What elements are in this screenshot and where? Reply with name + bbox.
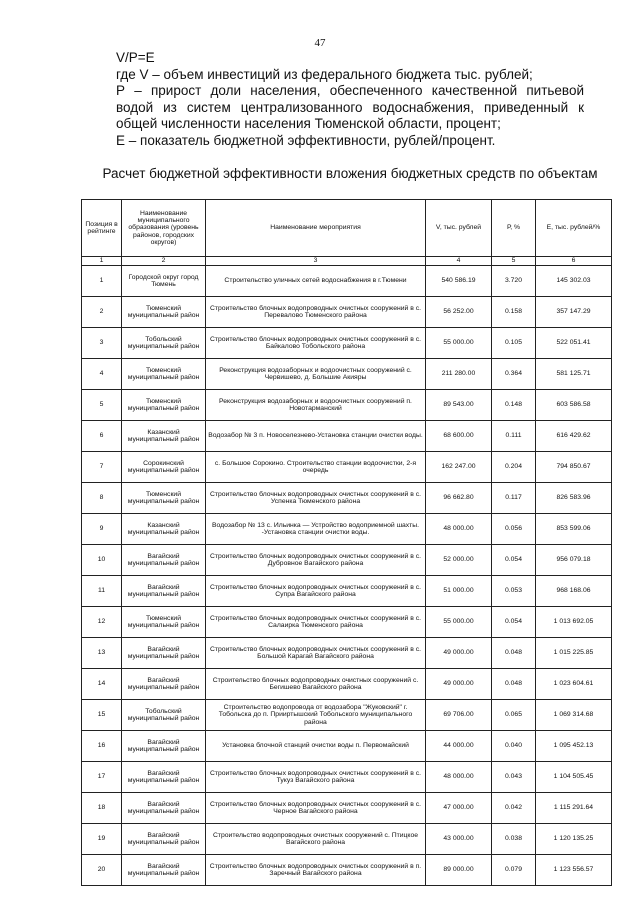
cell-efficiency: 1 023 604.61 bbox=[536, 669, 612, 700]
cell-percent: 0.040 bbox=[492, 731, 536, 762]
cell-percent: 0.117 bbox=[492, 483, 536, 514]
table-row bbox=[82, 328, 612, 359]
cell-position: 14 bbox=[82, 669, 122, 700]
cell-efficiency: 1 104 505.45 bbox=[536, 762, 612, 793]
table-row bbox=[82, 638, 612, 669]
header-position: Позиция в рейтинге bbox=[82, 200, 122, 257]
table-row bbox=[82, 762, 612, 793]
cell-measure: Строительство блочных водопроводных очистных сооружений в с. Салаирка Тюменского района bbox=[206, 607, 426, 638]
cell-volume: 49 000.00 bbox=[426, 669, 492, 700]
formula-definition-p: Р – прирост доли населения, обеспеченного качественной питьевой водой из систем централизованного водоснабжения, приведенный к общей численности населения Тюменской области, процент; bbox=[116, 83, 584, 132]
cell-percent: 0.105 bbox=[492, 328, 536, 359]
cell-municipality: Тюменский муниципальный район bbox=[122, 359, 206, 390]
cell-municipality: Вагайский муниципальный район bbox=[122, 731, 206, 762]
cell-volume: 69 706.00 bbox=[426, 700, 492, 731]
cell-volume: 51 000.00 bbox=[426, 576, 492, 607]
cell-position: 18 bbox=[82, 793, 122, 824]
header-efficiency: Е, тыс. рублей/% bbox=[536, 200, 612, 257]
cell-efficiency: 1 123 556.57 bbox=[536, 855, 612, 886]
cell-volume: 52 000.00 bbox=[426, 545, 492, 576]
cell-municipality: Сорокинский муниципальный район bbox=[122, 452, 206, 483]
cell-efficiency: 522 051.41 bbox=[536, 328, 612, 359]
cell-measure: Реконструкция водозаборных и водоочистных сооружений с. Червишево, д. Большие Акияры bbox=[206, 359, 426, 390]
cell-percent: 0.364 bbox=[492, 359, 536, 390]
cell-municipality: Вагайский муниципальный район bbox=[122, 824, 206, 855]
cell-municipality: Городской округ город Тюмень bbox=[122, 266, 206, 297]
cell-municipality: Тюменский муниципальный район bbox=[122, 483, 206, 514]
cell-volume: 96 662.80 bbox=[426, 483, 492, 514]
cell-percent: 0.048 bbox=[492, 669, 536, 700]
table-row bbox=[82, 607, 612, 638]
cell-position: 6 bbox=[82, 421, 122, 452]
cell-position: 2 bbox=[82, 297, 122, 328]
column-number: 1 bbox=[82, 257, 122, 266]
cell-municipality: Тобольский муниципальный район bbox=[122, 700, 206, 731]
cell-position: 5 bbox=[82, 390, 122, 421]
cell-volume: 55 000.00 bbox=[426, 328, 492, 359]
cell-position: 19 bbox=[82, 824, 122, 855]
cell-position: 20 bbox=[82, 855, 122, 886]
cell-efficiency: 1 013 692.05 bbox=[536, 607, 612, 638]
cell-municipality: Тюменский муниципальный район bbox=[122, 607, 206, 638]
cell-position: 12 bbox=[82, 607, 122, 638]
cell-volume: 211 280.00 bbox=[426, 359, 492, 390]
cell-volume: 47 000.00 bbox=[426, 793, 492, 824]
formula-block bbox=[84, 50, 584, 150]
cell-measure: Строительство блочных водопроводных очистных сооружений в с. Успенка Тюменского района bbox=[206, 483, 426, 514]
header-municipality: Наименование муниципального образования (уровень районов, городских округов) bbox=[122, 200, 206, 257]
table-row bbox=[82, 824, 612, 855]
cell-efficiency: 603 586.58 bbox=[536, 390, 612, 421]
cell-measure: Строительство блочных водопроводных очистных сооружений в с. Тукуз Вагайского района bbox=[206, 762, 426, 793]
cell-position: 10 bbox=[82, 545, 122, 576]
table-row bbox=[82, 731, 612, 762]
table-row bbox=[82, 514, 612, 545]
cell-position: 8 bbox=[82, 483, 122, 514]
cell-efficiency: 1 095 452.13 bbox=[536, 731, 612, 762]
cell-efficiency: 794 850.67 bbox=[536, 452, 612, 483]
cell-measure: Строительство блочных водопроводных очистных сооружений в с. Дубровное Вагайского района bbox=[206, 545, 426, 576]
formula-equation: V/P=E bbox=[116, 50, 155, 65]
column-number: 4 bbox=[426, 257, 492, 266]
cell-volume: 44 000.00 bbox=[426, 731, 492, 762]
table-heading: Расчет бюджетной эффективности вложения бюджетных средств по объектам bbox=[102, 166, 598, 181]
cell-municipality: Тюменский муниципальный район bbox=[122, 297, 206, 328]
formula-definition-e: Е – показатель бюджетной эффективности, рублей/процент. bbox=[116, 132, 496, 148]
budget-efficiency-table bbox=[81, 199, 612, 886]
cell-municipality: Казанский муниципальный район bbox=[122, 421, 206, 452]
cell-efficiency: 826 583.96 bbox=[536, 483, 612, 514]
cell-municipality: Вагайский муниципальный район bbox=[122, 855, 206, 886]
cell-efficiency: 968 168.06 bbox=[536, 576, 612, 607]
cell-position: 17 bbox=[82, 762, 122, 793]
cell-volume: 540 586.19 bbox=[426, 266, 492, 297]
cell-position: 13 bbox=[82, 638, 122, 669]
cell-volume: 48 000.00 bbox=[426, 762, 492, 793]
cell-percent: 0.204 bbox=[492, 452, 536, 483]
cell-measure: Реконструкция водозаборных и водоочистных сооружений п. Новотарманский bbox=[206, 390, 426, 421]
table-header-row bbox=[82, 200, 612, 257]
cell-percent: 0.158 bbox=[492, 297, 536, 328]
cell-efficiency: 357 147.29 bbox=[536, 297, 612, 328]
header-measure: Наименование мероприятия bbox=[206, 200, 426, 257]
formula-definition-v: где V – объем инвестиций из федерального бюджета тыс. рублей; bbox=[116, 66, 533, 82]
cell-percent: 0.148 bbox=[492, 390, 536, 421]
cell-percent: 0.053 bbox=[492, 576, 536, 607]
cell-volume: 48 000.00 bbox=[426, 514, 492, 545]
cell-position: 11 bbox=[82, 576, 122, 607]
cell-efficiency: 1 069 314.68 bbox=[536, 700, 612, 731]
table-row bbox=[82, 452, 612, 483]
cell-measure: Строительство блочных водопроводных очистных сооружений в с. Байкалово Тобольского района bbox=[206, 328, 426, 359]
cell-position: 4 bbox=[82, 359, 122, 390]
table-row bbox=[82, 483, 612, 514]
cell-measure: Строительство блочных водопроводных очистных сооружений в с. Большой Карагай Вагайского района bbox=[206, 638, 426, 669]
cell-measure: Строительство водопроводных очистных сооружений с. Птицкое Вагайского района bbox=[206, 824, 426, 855]
cell-measure: Установка блочной станций очистки воды п. Первомайский bbox=[206, 731, 426, 762]
cell-measure: Водозабор № 13 с. Ильинка — Устройство водоприемной шахты. -Установка станции очистки воды. bbox=[206, 514, 426, 545]
cell-volume: 162 247.00 bbox=[426, 452, 492, 483]
cell-measure: Строительство блочных водопроводных очистных сооружений в с. Черное Вагайского района bbox=[206, 793, 426, 824]
header-percent: Р, % bbox=[492, 200, 536, 257]
cell-municipality: Вагайский муниципальный район bbox=[122, 793, 206, 824]
cell-measure: Строительство водопровода от водозабора "Жуковский" г. Тобольска до п. Прииртышский Тобольского муниципального района bbox=[206, 700, 426, 731]
cell-measure: Строительство уличных сетей водоснабжения в г.Тюмени bbox=[206, 266, 426, 297]
column-number-row bbox=[82, 257, 612, 266]
cell-volume: 89 000.00 bbox=[426, 855, 492, 886]
cell-measure: Строительство блочных водопроводных очистных сооружений в с. Супра Вагайского района bbox=[206, 576, 426, 607]
cell-position: 9 bbox=[82, 514, 122, 545]
cell-percent: 3.720 bbox=[492, 266, 536, 297]
cell-percent: 0.042 bbox=[492, 793, 536, 824]
cell-volume: 89 543.00 bbox=[426, 390, 492, 421]
cell-percent: 0.043 bbox=[492, 762, 536, 793]
column-number: 5 bbox=[492, 257, 536, 266]
table-row bbox=[82, 390, 612, 421]
cell-measure: Строительство блочных водопроводных очистных сооружений с. Бегишево Вагайского района bbox=[206, 669, 426, 700]
cell-municipality: Казанский муниципальный район bbox=[122, 514, 206, 545]
cell-percent: 0.048 bbox=[492, 638, 536, 669]
cell-municipality: Тюменский муниципальный район bbox=[122, 390, 206, 421]
cell-efficiency: 1 015 225.85 bbox=[536, 638, 612, 669]
cell-position: 16 bbox=[82, 731, 122, 762]
table-row bbox=[82, 359, 612, 390]
table-row bbox=[82, 421, 612, 452]
table-row bbox=[82, 545, 612, 576]
table-row bbox=[82, 793, 612, 824]
cell-position: 15 bbox=[82, 700, 122, 731]
column-number: 3 bbox=[206, 257, 426, 266]
table-row bbox=[82, 700, 612, 731]
cell-measure: Строительство блочных водопроводных очистных сооружений в п. Заречный Вагайского района bbox=[206, 855, 426, 886]
cell-municipality: Вагайский муниципальный район bbox=[122, 762, 206, 793]
page-number: 47 bbox=[314, 37, 326, 49]
cell-volume: 49 000.00 bbox=[426, 638, 492, 669]
table-row bbox=[82, 266, 612, 297]
cell-municipality: Вагайский муниципальный район bbox=[122, 638, 206, 669]
column-number: 2 bbox=[122, 257, 206, 266]
cell-volume: 68 600.00 bbox=[426, 421, 492, 452]
cell-percent: 0.054 bbox=[492, 607, 536, 638]
cell-position: 3 bbox=[82, 328, 122, 359]
cell-municipality: Вагайский муниципальный район bbox=[122, 669, 206, 700]
cell-position: 7 bbox=[82, 452, 122, 483]
cell-volume: 56 252.00 bbox=[426, 297, 492, 328]
cell-efficiency: 1 115 291.64 bbox=[536, 793, 612, 824]
table-row bbox=[82, 855, 612, 886]
cell-efficiency: 581 125.71 bbox=[536, 359, 612, 390]
cell-percent: 0.065 bbox=[492, 700, 536, 731]
table-row bbox=[82, 297, 612, 328]
cell-position: 1 bbox=[82, 266, 122, 297]
cell-percent: 0.111 bbox=[492, 421, 536, 452]
table-row bbox=[82, 669, 612, 700]
cell-percent: 0.079 bbox=[492, 855, 536, 886]
cell-percent: 0.038 bbox=[492, 824, 536, 855]
cell-efficiency: 956 079.18 bbox=[536, 545, 612, 576]
cell-measure: Строительство блочных водопроводных очистных сооружений в с. Перевалово Тюменского района bbox=[206, 297, 426, 328]
cell-efficiency: 616 429.62 bbox=[536, 421, 612, 452]
table-row bbox=[82, 576, 612, 607]
header-volume: V, тыс. рублей bbox=[426, 200, 492, 257]
cell-volume: 43 000.00 bbox=[426, 824, 492, 855]
cell-measure: с. Большое Сорокино. Строительство станции водоочистки, 2-я очередь bbox=[206, 452, 426, 483]
cell-efficiency: 853 599.06 bbox=[536, 514, 612, 545]
cell-percent: 0.054 bbox=[492, 545, 536, 576]
cell-percent: 0.056 bbox=[492, 514, 536, 545]
cell-volume: 55 000.00 bbox=[426, 607, 492, 638]
cell-municipality: Вагайский муниципальный район bbox=[122, 576, 206, 607]
cell-municipality: Вагайский муниципальный район bbox=[122, 545, 206, 576]
cell-efficiency: 145 302.03 bbox=[536, 266, 612, 297]
column-number: 6 bbox=[536, 257, 612, 266]
cell-measure: Водозабор № 3 п. Новоселезнево-Установка станции очистки воды. bbox=[206, 421, 426, 452]
cell-efficiency: 1 120 135.25 bbox=[536, 824, 612, 855]
cell-municipality: Тобольский муниципальный район bbox=[122, 328, 206, 359]
